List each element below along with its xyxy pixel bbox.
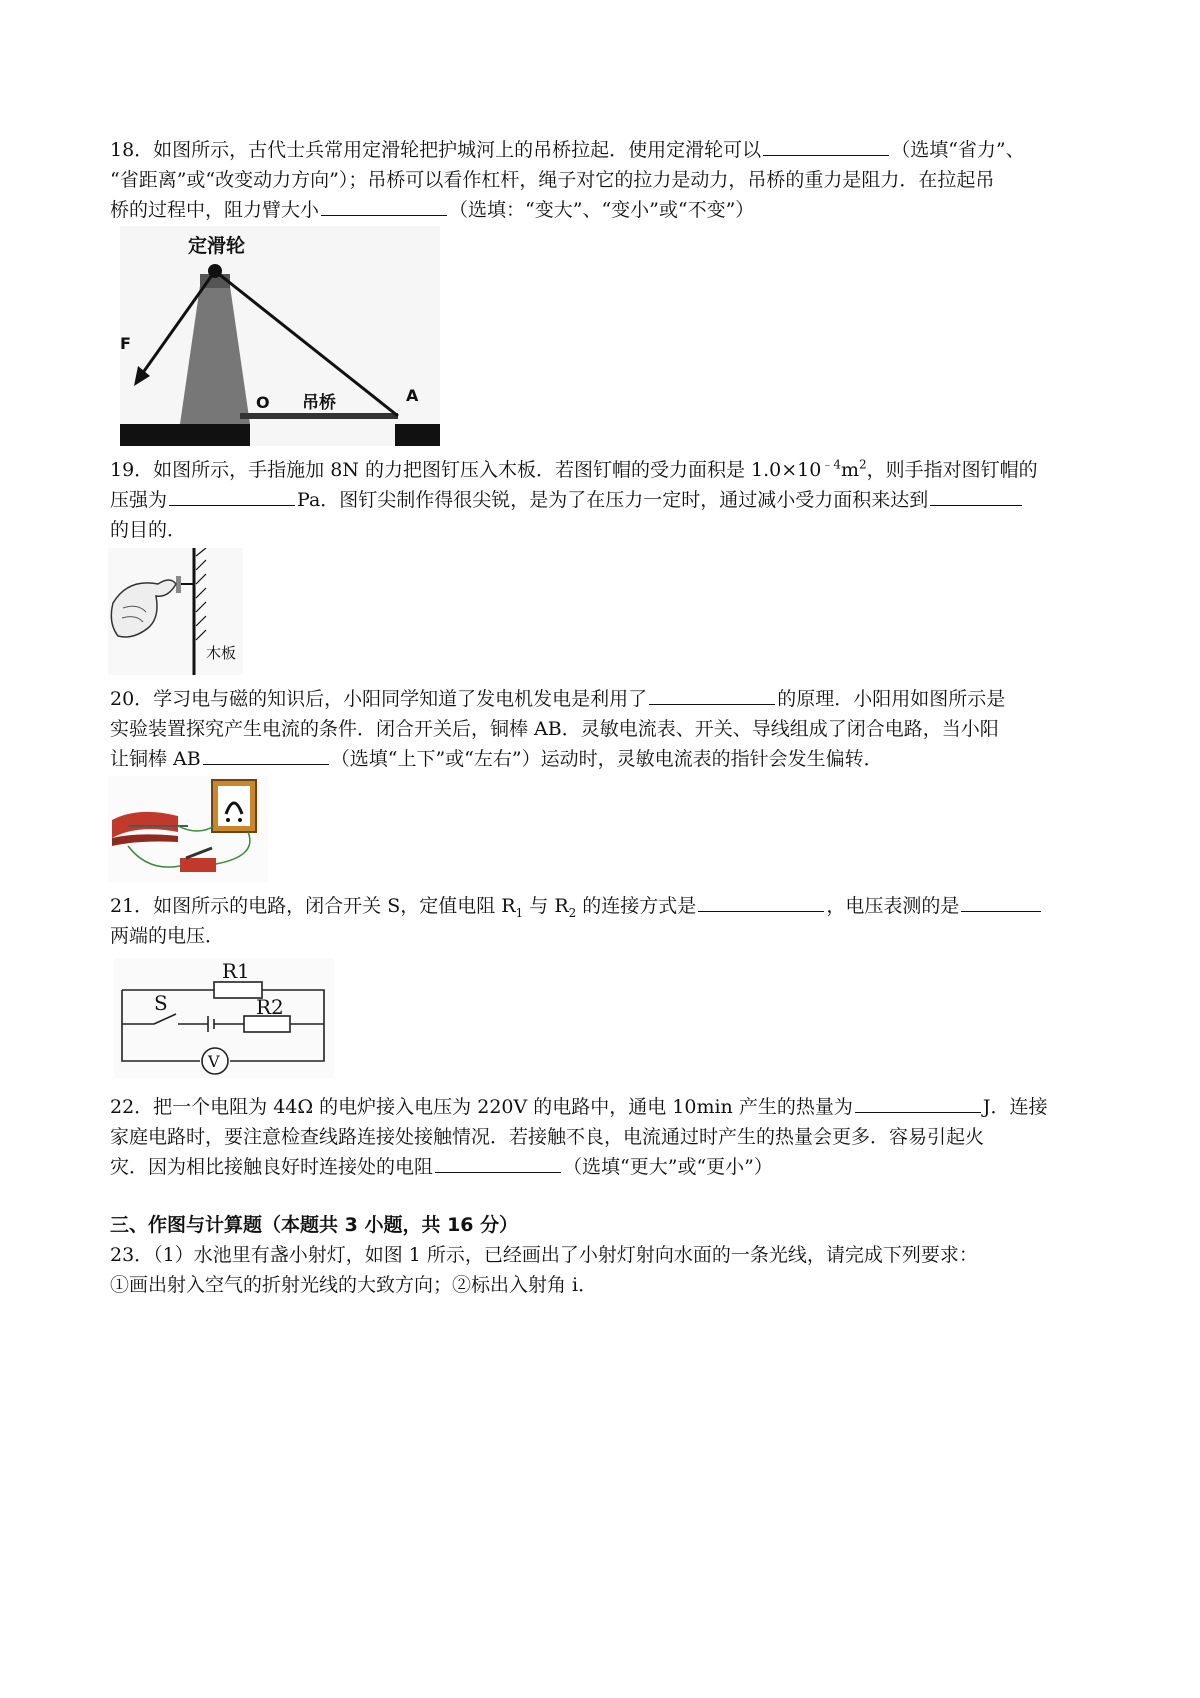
answer-blank <box>169 487 295 506</box>
pulley-label: 定滑轮 <box>188 235 246 257</box>
answer-blank <box>321 197 447 216</box>
q19-line-3: 的目的． <box>110 519 187 541</box>
q23-line-1: 23．（1）水池里有盏小射灯，如图 1 所示，已经画出了小射灯射向水面的一条光线，请完成下列要求： <box>110 1244 978 1266</box>
q20-line-2: 实验装置探究产生电流的条件．闭合开关后，铜棒 AB．灵敏电流表、开关、导线组成了闭合电路，当小阳 <box>110 718 999 740</box>
generator-experiment-figure <box>108 776 268 882</box>
q21-line-1: 21．如图所示的电路，闭合开关 S，定值电阻 $R_1$ 与 $R_2$ 的连接方式是 ，电压表测的是 <box>110 893 1100 919</box>
pivot-label: O <box>256 393 270 412</box>
r1-label: R1 <box>222 959 250 983</box>
board-label: 木板 <box>206 644 237 662</box>
circuit-figure <box>114 958 334 1078</box>
q21-line-2: 两端的电压． <box>110 925 225 947</box>
answer-blank <box>961 893 1041 912</box>
answer-blank <box>435 1154 561 1173</box>
voltmeter-label: V <box>208 1052 220 1071</box>
q18-line-2: “省距离”或“改变动力方向”）；吊桥可以看作杠杆，绳子对它的拉力是动力，吊桥的重力是阻力．在拉起吊 <box>110 169 995 191</box>
r2-label: R2 <box>256 995 284 1019</box>
bridge-label: 吊桥 <box>302 393 336 413</box>
q19-line-2: 压强为 Pa．图钉尖制作得很尖锐，是为了在压力一定时，通过减小受力面积来达到 <box>110 487 1100 513</box>
answer-blank <box>698 893 824 912</box>
q18-line-1: 18．如图所示，古代士兵常用定滑轮把护城河上的吊桥拉起．使用定滑轮可以 （选填“省力”、 <box>110 139 1025 161</box>
q22-line-1: 22．把一个电阻为 44Ω 的电炉接入电压为 220V 的电路中，通电 10min 产生的热量为 J．连接 <box>110 1096 1048 1118</box>
force-label: F <box>120 334 131 353</box>
switch-label: S <box>154 991 168 1015</box>
q18-line-3: 桥的过程中，阻力臂大小 （选填：“变大”、“变小”或“不变”） <box>110 199 755 221</box>
q22-line-2: 家庭电路时，要注意检查线路连接处接触情况．若接触不良，电流通过时产生的热量会更多．容易引起火 <box>110 1126 985 1148</box>
answer-blank <box>203 746 329 765</box>
q20-line-1: 20．学习电与磁的知识后，小阳同学知道了发电机发电是利用了 的原理．小阳用如图所示是 <box>110 688 1006 710</box>
q22-line-3: 灾．因为相比接触良好时连接处的电阻 （选填“更大”或“更小”） <box>110 1156 773 1178</box>
section-heading: 三、作图与计算题（本题共 3 小题，共 16 分） <box>110 1214 519 1236</box>
answer-blank <box>763 137 889 156</box>
drawbridge-figure <box>120 226 440 446</box>
answer-blank <box>649 686 775 705</box>
answer-blank <box>855 1094 981 1113</box>
thumbtack-figure <box>108 548 243 675</box>
answer-blank <box>930 487 1022 506</box>
q19-line-1: 19．如图所示，手指施加 8N 的力把图钉压入木板．若图钉帽的受力面积是 $1.0\times 10^{﹣4}m^2$，则手指对图钉帽的 <box>110 457 1038 481</box>
q20-line-3: 让铜棒 AB （选填“上下”或“左右”）运动时，灵敏电流表的指针会发生偏转． <box>110 748 883 770</box>
q23-line-2: ①画出射入空气的折射光线的大致方向；②标出入射角 i． <box>110 1274 598 1296</box>
point-a-label: A <box>406 386 419 405</box>
